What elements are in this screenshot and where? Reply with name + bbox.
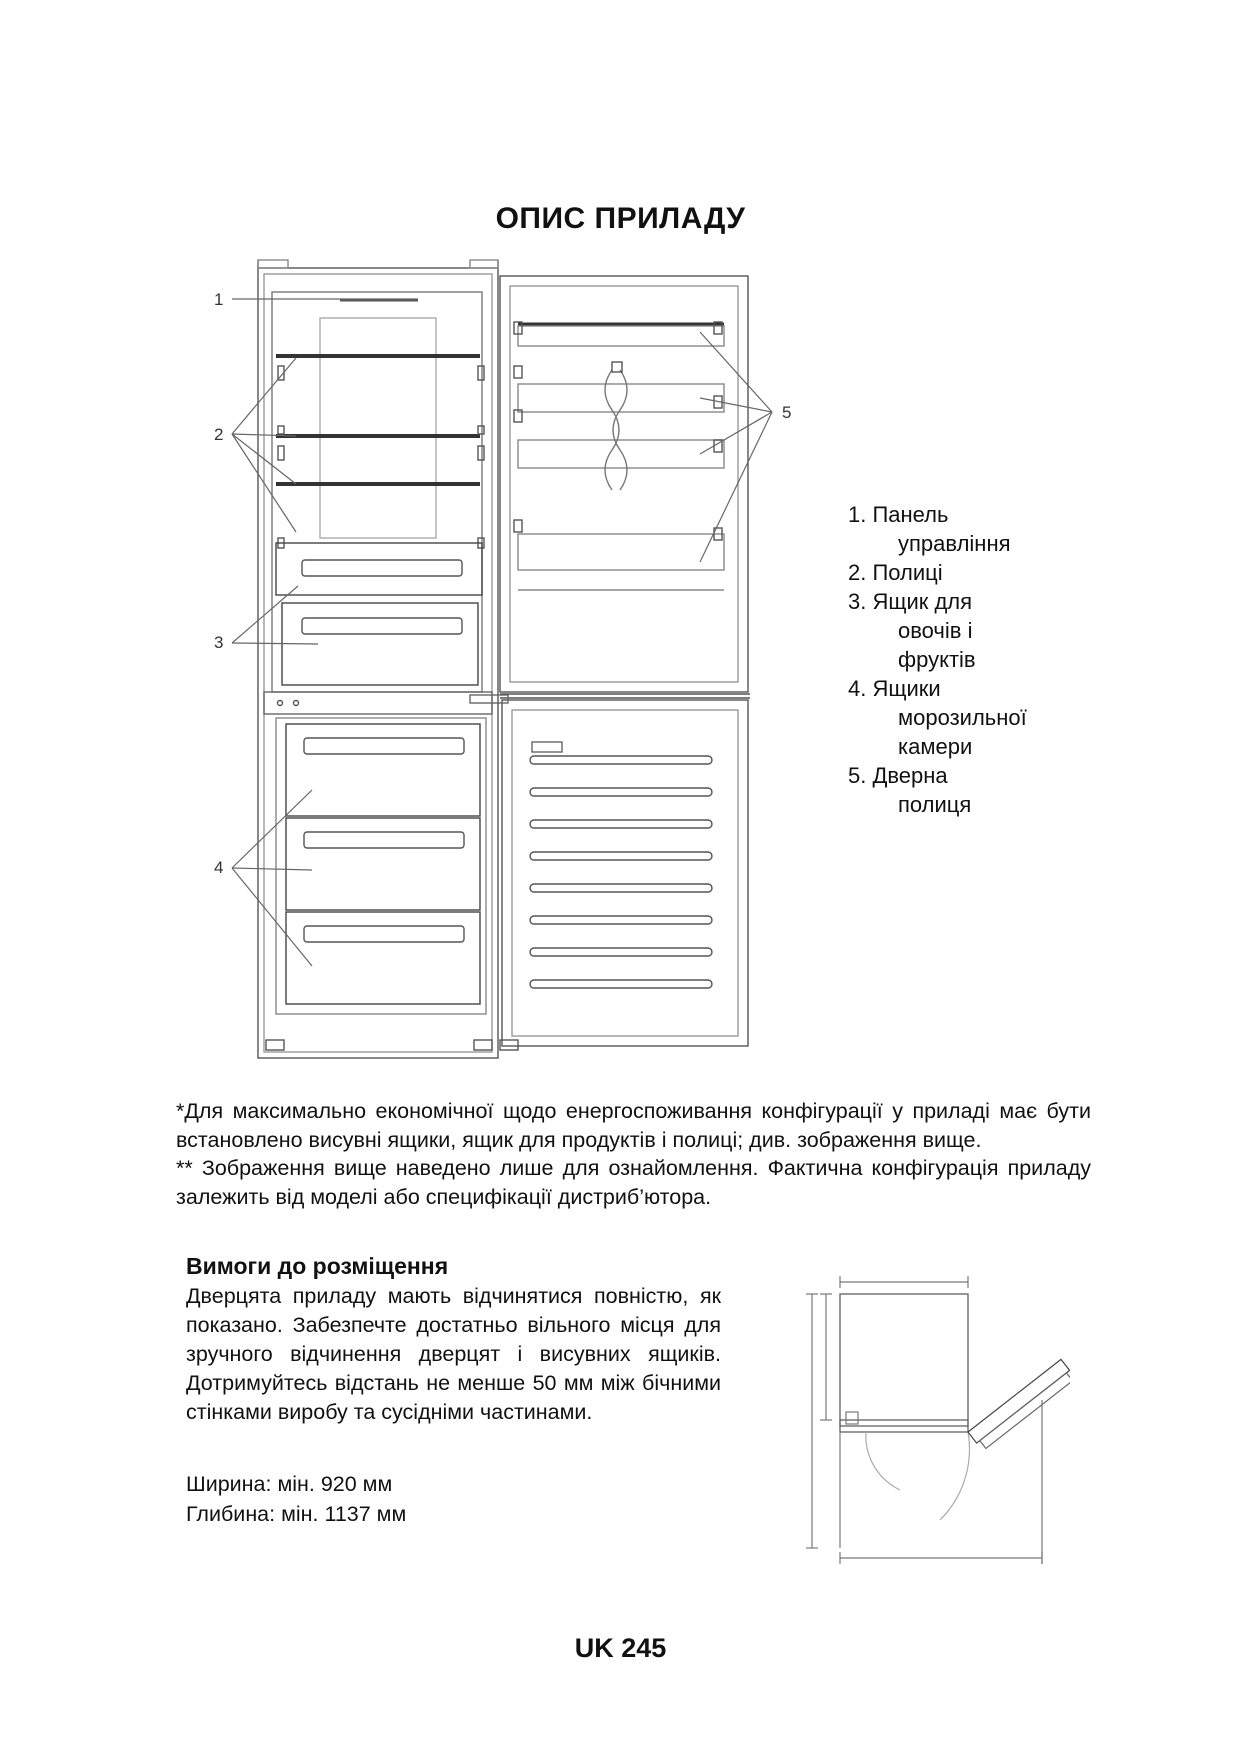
notes bbox=[176, 1097, 1091, 1211]
legend-item-3-line-1: 3. Ящик для bbox=[848, 589, 973, 614]
legend-item-4-line-1: 4. Ящики bbox=[848, 676, 941, 701]
legend-item-1-line-1: 1. Панель bbox=[848, 502, 949, 527]
legend-item-5-line-1: 5. Дверна bbox=[848, 763, 948, 788]
clearance-dimensions bbox=[186, 1469, 406, 1529]
note-energy-configuration: *Для максимально економічної щодо енергоспоживання конфігурації у приладі має бути встановлено висувні ящики, ящик для продуктів і полиці; див. зображення вище. bbox=[176, 1099, 1091, 1152]
callout-4: 4 bbox=[214, 858, 224, 877]
legend-item-4-line-3: камери bbox=[898, 734, 973, 759]
page-number: UK 245 bbox=[574, 1633, 667, 1663]
placement-text: Дверцята приладу мають відчинятися повністю, як показано. Забезпечте достатньо вільного місця для зручного відчинення дверцят і висувних ящиків. Дотримуйтесь відстань не менше 50 мм між бічними стінками виробу та сусідніми частинами. bbox=[186, 1284, 721, 1424]
legend-item-1-line-2: управління bbox=[898, 531, 1011, 556]
callout-2: 2 bbox=[214, 425, 224, 444]
width-requirement: Ширина: мін. 920 мм bbox=[186, 1472, 393, 1496]
depth-requirement: Глибина: мін. 1137 мм bbox=[186, 1502, 407, 1526]
callout-5: 5 bbox=[782, 403, 792, 422]
legend-item-3-line-3: фруктів bbox=[898, 647, 976, 672]
placement-heading: Вимоги до розміщення bbox=[186, 1253, 449, 1279]
legend-item-5-line-2: полиця bbox=[898, 792, 972, 817]
callout-3: 3 bbox=[214, 633, 224, 652]
parts-legend bbox=[848, 500, 1027, 819]
legend-item-3-line-2: овочів і bbox=[898, 618, 973, 643]
legend-item-4-line-2: морозильної bbox=[898, 705, 1027, 730]
page-title: ОПИС ПРИЛАДУ bbox=[495, 202, 746, 235]
legend-item-2-line-1: 2. Полиці bbox=[848, 560, 943, 585]
fridge-diagram bbox=[200, 255, 800, 1075]
note-image-disclaimer: ** Зображення вище наведено лише для ознайомлення. Фактична конфігурація приладу залежить від моделі або специфікації дистриб’ютора. bbox=[176, 1156, 1091, 1209]
callout-1: 1 bbox=[214, 290, 224, 309]
door-clearance-diagram bbox=[790, 1265, 1070, 1585]
